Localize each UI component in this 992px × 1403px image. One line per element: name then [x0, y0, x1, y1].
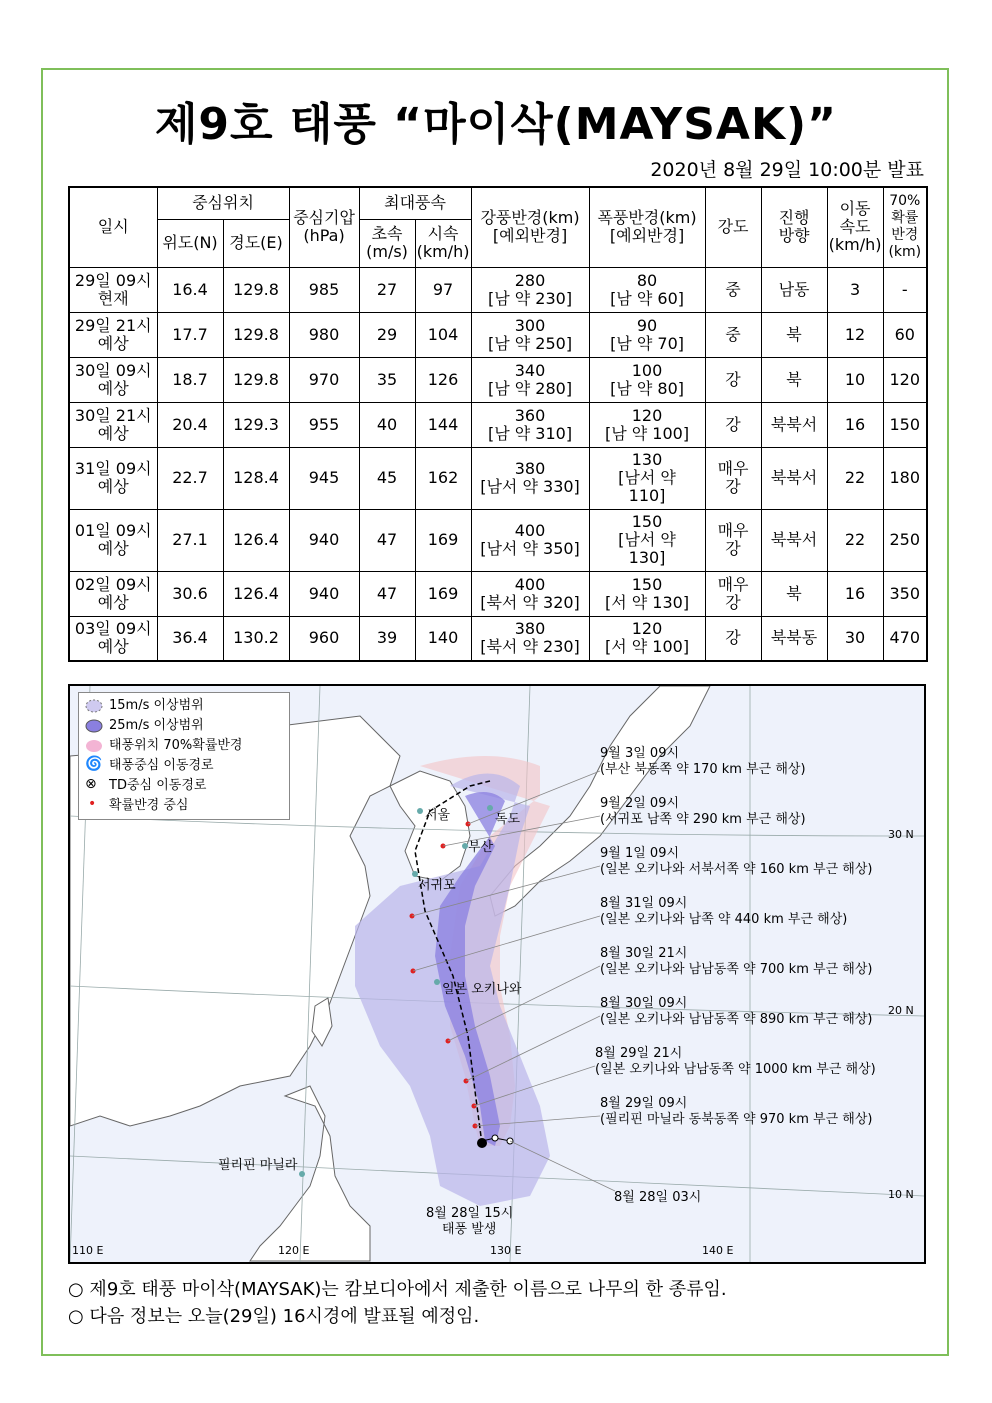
place-busan: 부산 — [468, 840, 494, 855]
place-seogwipo: 서귀포 — [418, 878, 456, 893]
cell-int: 중 — [705, 267, 761, 312]
annotation-time: 8월 31일 09시 — [600, 896, 688, 911]
legend-prob: 태풍위치 70%확률반경 — [109, 738, 243, 753]
cell-ms: 40 — [359, 402, 415, 447]
cell-time: 31일 09시 예상 — [69, 447, 157, 509]
cell-lat: 22.7 — [157, 447, 223, 509]
cell-prob: - — [883, 267, 927, 312]
typhoon-symbol-icon: 🌀 — [85, 756, 103, 772]
cell-lon: 129.8 — [223, 357, 289, 402]
notes — [68, 1276, 727, 1330]
cell-lat: 30.6 — [157, 571, 223, 616]
cell-prob: 60 — [883, 312, 927, 357]
annotation-time: 8월 30일 21시 — [600, 946, 688, 961]
table-row — [69, 357, 927, 402]
cell-spd: 10 — [827, 357, 883, 402]
place-manila: 필리핀 마닐라 — [218, 1158, 298, 1173]
cell-lat: 36.4 — [157, 616, 223, 661]
cell-storm: 120 [서 약 100] — [589, 616, 705, 661]
cell-lon: 130.2 — [223, 616, 289, 661]
typhoon-center-symbol — [477, 1138, 487, 1148]
cell-prob: 180 — [883, 447, 927, 509]
annotation-desc: (필리핀 마닐라 동북동쪽 약 970 km 부근 해상) — [600, 1112, 873, 1127]
cell-dir: 북북서 — [761, 509, 827, 571]
annotation-time: 9월 1일 09시 — [600, 846, 680, 861]
cell-lon: 128.4 — [223, 447, 289, 509]
cell-time: 02일 09시 예상 — [69, 571, 157, 616]
annotation-desc: (일본 오키나와 남남동쪽 약 890 km 부근 해상) — [600, 1012, 873, 1027]
grid-lon130: 130 E — [490, 1244, 522, 1257]
annotation-desc: (일본 오키나와 남쪽 약 440 km 부근 해상) — [600, 912, 848, 927]
cell-time: 01일 09시 예상 — [69, 509, 157, 571]
cell-lon: 129.8 — [223, 267, 289, 312]
td-center-marker — [492, 1135, 498, 1141]
header-intensity: 강도 — [705, 187, 761, 267]
cell-int: 강 — [705, 402, 761, 447]
cell-dir: 북 — [761, 312, 827, 357]
note-1: ○ 제9호 태풍 마이삭(MAYSAK)는 캄보디아에서 제출한 이름으로 나무의 한 종류임. — [68, 1279, 727, 1300]
cell-time: 29일 09시 현재 — [69, 267, 157, 312]
cell-lon: 126.4 — [223, 571, 289, 616]
place-seoul: 서울 — [425, 808, 451, 823]
cell-kmh: 97 — [415, 267, 471, 312]
track-annotation — [600, 746, 806, 778]
cell-gale: 280 [남 약 230] — [471, 267, 589, 312]
track-annotation — [600, 1096, 872, 1128]
header-gale: 강풍반경(km) [예외반경] — [471, 187, 589, 267]
cell-dir: 북 — [761, 571, 827, 616]
place-dokdo: 독도 — [495, 812, 521, 827]
td-label: 8월 28일 03시 — [614, 1190, 702, 1205]
cell-p: 970 — [289, 357, 359, 402]
cell-time: 03일 09시 예상 — [69, 616, 157, 661]
header-kmh: 시속 (km/h) — [415, 219, 471, 267]
cell-ms: 47 — [359, 509, 415, 571]
cell-storm: 150 [남서 약 130] — [589, 509, 705, 571]
cell-time: 29일 21시 예상 — [69, 312, 157, 357]
track-annotation — [600, 796, 806, 828]
cell-lat: 16.4 — [157, 267, 223, 312]
cell-p: 985 — [289, 267, 359, 312]
table-row — [69, 571, 927, 616]
header-prob: 70% 확률 반경 (km) — [883, 187, 927, 267]
header-time: 일시 — [69, 187, 157, 267]
place-okinawa: 일본 오키나와 — [442, 982, 522, 997]
cell-gale: 360 [남 약 310] — [471, 402, 589, 447]
cell-spd: 22 — [827, 447, 883, 509]
cell-spd: 22 — [827, 509, 883, 571]
table-row — [69, 402, 927, 447]
cell-kmh: 169 — [415, 509, 471, 571]
cell-storm: 90 [남 약 70] — [589, 312, 705, 357]
cell-ms: 39 — [359, 616, 415, 661]
cell-ms: 47 — [359, 571, 415, 616]
grid-lon120: 120 E — [278, 1244, 310, 1257]
cell-p: 940 — [289, 509, 359, 571]
cell-lon: 129.8 — [223, 312, 289, 357]
annotation-time: 9월 3일 09시 — [600, 746, 680, 761]
track-annotation — [600, 996, 872, 1028]
cell-dir: 북북동 — [761, 616, 827, 661]
cell-spd: 30 — [827, 616, 883, 661]
cell-lat: 17.7 — [157, 312, 223, 357]
header-lat: 위도(N) — [157, 219, 223, 267]
cell-prob: 250 — [883, 509, 927, 571]
page-title: 제9호 태풍 “마이삭(MAYSAK)” — [154, 99, 838, 150]
annotation-time: 8월 30일 09시 — [600, 996, 688, 1011]
cell-gale: 380 [남서 약 330] — [471, 447, 589, 509]
typhoon-track-map — [68, 684, 926, 1264]
cell-lat: 18.7 — [157, 357, 223, 402]
cell-kmh: 144 — [415, 402, 471, 447]
cell-int: 강 — [705, 357, 761, 402]
table-row — [69, 447, 927, 509]
issued-date: 2020년 8월 29일 10:00분 발표 — [650, 159, 924, 181]
cell-int: 강 — [705, 616, 761, 661]
track-annotation — [595, 1046, 876, 1078]
cell-spd: 3 — [827, 267, 883, 312]
cell-lon: 126.4 — [223, 509, 289, 571]
cell-gale: 400 [남서 약 350] — [471, 509, 589, 571]
cell-gale: 380 [북서 약 230] — [471, 616, 589, 661]
table-row — [69, 267, 927, 312]
cell-dir: 북 — [761, 357, 827, 402]
cell-prob: 350 — [883, 571, 927, 616]
grid-lat10: 10 N — [888, 1188, 914, 1201]
cell-lon: 129.3 — [223, 402, 289, 447]
track-annotation — [600, 946, 872, 978]
cell-kmh: 126 — [415, 357, 471, 402]
annotation-desc: (서귀포 남쪽 약 290 km 부근 해상) — [600, 812, 806, 827]
cell-kmh: 162 — [415, 447, 471, 509]
track-annotation — [600, 896, 847, 928]
grid-lon110: 110 E — [72, 1244, 104, 1257]
cell-int: 매우 강 — [705, 509, 761, 571]
cell-spd: 12 — [827, 312, 883, 357]
header-storm: 폭풍반경(km) [예외반경] — [589, 187, 705, 267]
annotation-time: 9월 2일 09시 — [600, 796, 680, 811]
legend-track: 태풍중심 이동경로 — [109, 758, 214, 773]
legend-td: TD중심 이동경로 — [109, 778, 207, 793]
cell-prob: 150 — [883, 402, 927, 447]
annotation-desc: (일본 오키나와 서북서쪽 약 160 km 부근 해상) — [600, 862, 873, 877]
header-maxwind: 최대풍속 — [359, 187, 471, 219]
table-row — [69, 312, 927, 357]
annotation-desc: (부산 북동쪽 약 170 km 부근 해상) — [600, 762, 806, 777]
cell-prob: 120 — [883, 357, 927, 402]
cell-kmh: 169 — [415, 571, 471, 616]
cell-ms: 45 — [359, 447, 415, 509]
genesis-label-text: 태풍 발생 — [442, 1222, 497, 1237]
cell-p: 960 — [289, 616, 359, 661]
cell-gale: 340 [남 약 280] — [471, 357, 589, 402]
header-speed: 이동 속도 (km/h) — [827, 187, 883, 267]
cell-kmh: 104 — [415, 312, 471, 357]
cell-time: 30일 09시 예상 — [69, 357, 157, 402]
table-row — [69, 509, 927, 571]
legend-storm: 25m/s 이상범위 — [109, 718, 204, 733]
annotation-time: 8월 29일 21시 — [595, 1046, 683, 1061]
cell-ms: 29 — [359, 312, 415, 357]
header-ms: 초속 (m/s) — [359, 219, 415, 267]
map-legend — [78, 692, 290, 820]
cell-storm: 130 [남서 약 110] — [589, 447, 705, 509]
header-pressure: 중심기압 (hPa) — [289, 187, 359, 267]
cell-dir: 북북서 — [761, 402, 827, 447]
cell-spd: 16 — [827, 402, 883, 447]
annotation-desc: (일본 오키나와 남남동쪽 약 700 km 부근 해상) — [600, 962, 873, 977]
cell-prob: 470 — [883, 616, 927, 661]
cell-kmh: 140 — [415, 616, 471, 661]
cell-int: 매우 강 — [705, 447, 761, 509]
cell-lat: 20.4 — [157, 402, 223, 447]
table-row — [69, 616, 927, 661]
header-center: 중심위치 — [157, 187, 289, 219]
forecast-table — [68, 186, 928, 662]
track-annotation — [600, 846, 872, 878]
cell-storm: 100 [남 약 80] — [589, 357, 705, 402]
note-2: ○ 다음 정보는 오늘(29일) 16시경에 발표될 예정임. — [68, 1306, 480, 1327]
cell-dir: 남동 — [761, 267, 827, 312]
legend-gale: 15m/s 이상범위 — [109, 698, 204, 713]
legend-prob-center: 확률반경 중심 — [109, 798, 189, 813]
cell-gale: 300 [남 약 250] — [471, 312, 589, 357]
cell-storm: 80 [남 약 60] — [589, 267, 705, 312]
cell-dir: 북북서 — [761, 447, 827, 509]
cell-p: 945 — [289, 447, 359, 509]
cell-p: 955 — [289, 402, 359, 447]
cell-lat: 27.1 — [157, 509, 223, 571]
grid-lon140: 140 E — [702, 1244, 734, 1257]
genesis-label-time: 8월 28일 15시 — [426, 1206, 514, 1221]
grid-lat20: 20 N — [888, 1004, 914, 1017]
cell-ms: 35 — [359, 357, 415, 402]
cell-p: 980 — [289, 312, 359, 357]
annotation-desc: (일본 오키나와 남남동쪽 약 1000 km 부근 해상) — [595, 1062, 876, 1077]
cell-storm: 120 [남 약 100] — [589, 402, 705, 447]
cell-spd: 16 — [827, 571, 883, 616]
cell-int: 매우 강 — [705, 571, 761, 616]
header-direction: 진행 방향 — [761, 187, 827, 267]
td-symbol-icon: ⊗ — [85, 776, 97, 792]
land-philippines — [250, 1086, 370, 1261]
cell-ms: 27 — [359, 267, 415, 312]
cell-time: 30일 21시 예상 — [69, 402, 157, 447]
cell-storm: 150 [서 약 130] — [589, 571, 705, 616]
grid-lat30: 30 N — [888, 828, 914, 841]
cell-p: 940 — [289, 571, 359, 616]
cell-gale: 400 [북서 약 320] — [471, 571, 589, 616]
annotation-time: 8월 29일 09시 — [600, 1096, 688, 1111]
cell-int: 중 — [705, 312, 761, 357]
prob-center-icon: • — [88, 796, 97, 812]
header-lon: 경도(E) — [223, 219, 289, 267]
